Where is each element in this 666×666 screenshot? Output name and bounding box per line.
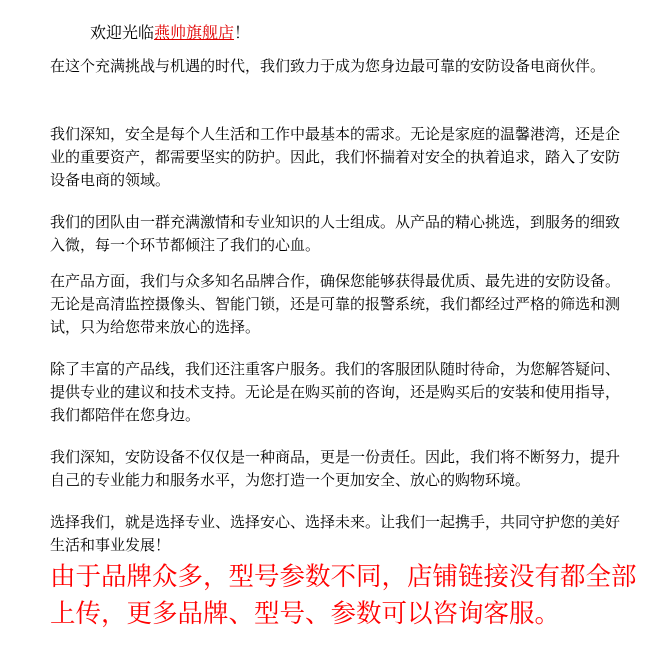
brand-notice: 由于品牌众多，型号参数不同，店铺链接没有都全部上传，更多品牌、型号、参数可以咨询客服。 (50, 562, 637, 629)
welcome-line (90, 22, 250, 44)
intro-paragraph-5: 除了丰富的产品线，我们还注重客户服务。我们的客服团队随时待命，为您解答疑问、提供专业的建议和技术支持。无论是在购买前的咨询，还是购买后的安装和使用指导，我们都陪伴在您身边。 (50, 360, 621, 424)
store-name-link[interactable]: 燕帅旗舰店 (154, 23, 235, 42)
intro-paragraph-1: 在这个充满挑战与机遇的时代，我们致力于成为您身边最可靠的安防设备电商伙伴。 (50, 57, 606, 75)
intro-paragraph-3: 我们的团队由一群充满激情和专业知识的人士组成。从产品的精心挑选，到服务的细致入微，每一个环节都倾注了我们的心血。 (50, 213, 621, 254)
intro-paragraph-2: 我们深知，安全是每个人生活和工作中最基本的需求。无论是家庭的温馨港湾，还是企业的重要资产，都需要坚实的防护。因此，我们怀揣着对安全的执着追求，踏入了安防设备电商的领域。 (50, 125, 621, 189)
intro-paragraph-6: 我们深知，安防设备不仅仅是一种商品，更是一份责任。因此，我们将不断努力，提升自己的专业能力和服务水平，为您打造一个更加安全、放心的购物环境。 (50, 448, 621, 489)
intro-paragraph-4: 在产品方面，我们与众多知名品牌合作，确保您能够获得最优质、最先进的安防设备。无论是高清监控摄像头、智能门锁，还是可靠的报警系统，我们都经过严格的筛选和测试，只为给您带来放心的选择。 (50, 272, 621, 336)
intro-paragraph-7: 选择我们，就是选择专业、选择安心、选择未来。让我们一起携手，共同守护您的美好生活和事业发展！ (50, 513, 621, 554)
welcome-suffix: ！ (234, 23, 251, 42)
welcome-prefix: 欢迎光临 (90, 23, 155, 42)
